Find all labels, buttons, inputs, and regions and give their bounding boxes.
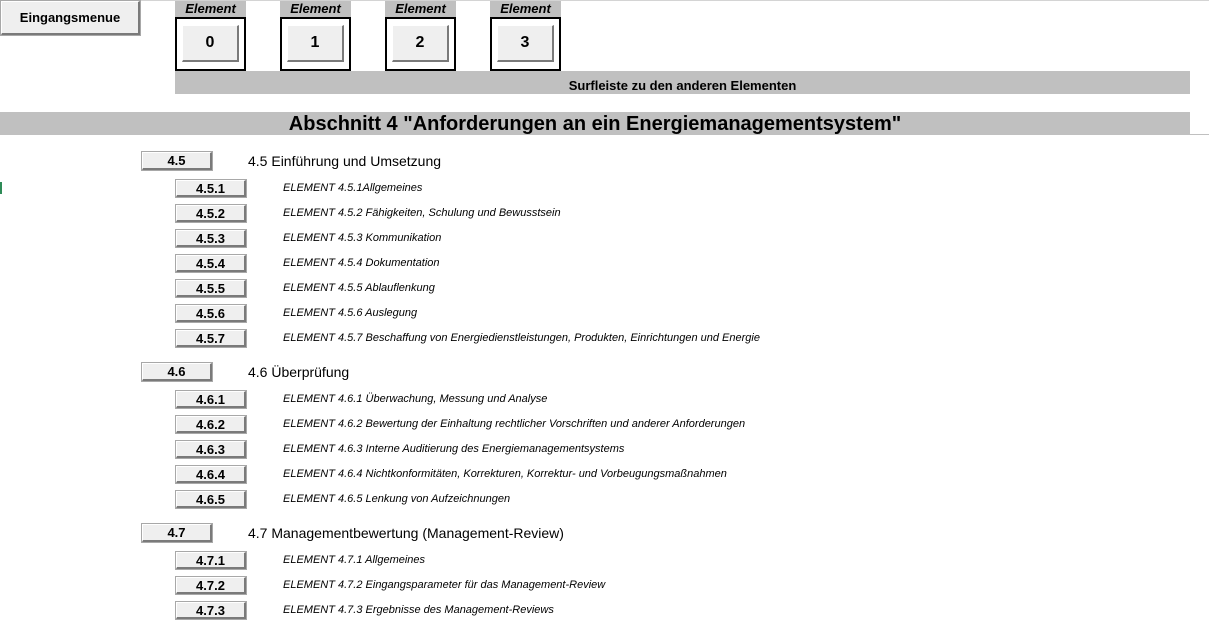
item-4-7-1-title: ELEMENT 4.7.1 Allgemeines bbox=[283, 554, 426, 566]
item-4-5-4-button[interactable]: 4.5.4 bbox=[176, 255, 246, 272]
element-3-button[interactable]: 3 bbox=[497, 25, 554, 62]
item-4-6-5-button[interactable]: 4.6.5 bbox=[176, 491, 246, 508]
item-4-5-3-button[interactable]: 4.5.3 bbox=[176, 230, 246, 247]
item-4-6-3-button[interactable]: 4.6.3 bbox=[176, 441, 246, 458]
element-0-frame bbox=[175, 17, 246, 71]
element-3-frame bbox=[490, 17, 561, 71]
element-0-label: Element bbox=[175, 1, 246, 17]
item-4-6-3-title: ELEMENT 4.6.3 Interne Auditierung des Energiemanagementsystems bbox=[283, 443, 625, 455]
item-4-5-6-title: ELEMENT 4.5.6 Auslegung bbox=[283, 307, 418, 319]
item-4-5-7-button[interactable]: 4.5.7 bbox=[176, 330, 246, 347]
item-4-5-7-title: ELEMENT 4.5.7 Beschaffung von Energiedienstleistungen, Produkten, Einrichtungen und Energie bbox=[283, 332, 760, 344]
item-4-6-5-title: ELEMENT 4.6.5 Lenkung von Aufzeichnungen bbox=[283, 493, 511, 505]
cell-marker bbox=[0, 182, 2, 194]
element-1-frame bbox=[280, 17, 351, 71]
element-2-button[interactable]: 2 bbox=[392, 25, 449, 62]
item-4-5-2-title: ELEMENT 4.5.2 Fähigkeiten, Schulung und Bewusstsein bbox=[283, 207, 561, 219]
item-4-7-1-button[interactable]: 4.7.1 bbox=[176, 552, 246, 569]
section-heading: Abschnitt 4 "Anforderungen an ein Energiemanagementsystem" bbox=[0, 112, 1190, 135]
eingangsmenue-button[interactable]: Eingangsmenue bbox=[1, 1, 140, 35]
item-4-5-4-title: ELEMENT 4.5.4 Dokumentation bbox=[283, 257, 440, 269]
element-0-button[interactable]: 0 bbox=[182, 25, 239, 62]
item-4-6-1-title: ELEMENT 4.6.1 Überwachung, Messung und Analyse bbox=[283, 393, 548, 405]
item-4-6-2-title: ELEMENT 4.6.2 Bewertung der Einhaltung rechtlicher Vorschriften und anderer Anforderungen bbox=[283, 418, 746, 430]
element-1-button[interactable]: 1 bbox=[287, 25, 344, 62]
section-4-7-button[interactable]: 4.7 bbox=[142, 524, 212, 542]
element-2-label: Element bbox=[385, 1, 456, 17]
item-4-7-2-title: ELEMENT 4.7.2 Eingangsparameter für das Management-Review bbox=[283, 579, 606, 591]
section-4-6-button[interactable]: 4.6 bbox=[142, 363, 212, 381]
item-4-6-1-button[interactable]: 4.6.1 bbox=[176, 391, 246, 408]
item-4-7-2-button[interactable]: 4.7.2 bbox=[176, 577, 246, 594]
element-1-label: Element bbox=[280, 1, 351, 17]
item-4-7-3-button[interactable]: 4.7.3 bbox=[176, 602, 246, 619]
item-4-5-1-title: ELEMENT 4.5.1Allgemeines bbox=[283, 182, 423, 194]
item-4-6-2-button[interactable]: 4.6.2 bbox=[176, 416, 246, 433]
element-2-frame bbox=[385, 17, 456, 71]
section-4-5-title: 4.5 Einführung und Umsetzung bbox=[248, 153, 442, 169]
item-4-5-6-button[interactable]: 4.5.6 bbox=[176, 305, 246, 322]
item-4-5-5-button[interactable]: 4.5.5 bbox=[176, 280, 246, 297]
item-4-6-4-title: ELEMENT 4.6.4 Nichtkonformitäten, Korrekturen, Korrektur- und Vorbeugungsmaßnahmen bbox=[283, 468, 727, 480]
item-4-5-2-button[interactable]: 4.5.2 bbox=[176, 205, 246, 222]
item-4-7-3-title: ELEMENT 4.7.3 Ergebnisse des Management-Reviews bbox=[283, 604, 554, 616]
item-4-5-5-title: ELEMENT 4.5.5 Ablauflenkung bbox=[283, 282, 435, 294]
element-3-label: Element bbox=[490, 1, 561, 17]
surfleiste-bar: Surfleiste zu den anderen Elementen bbox=[175, 71, 1190, 94]
item-4-6-4-button[interactable]: 4.6.4 bbox=[176, 466, 246, 483]
item-4-5-3-title: ELEMENT 4.5.3 Kommunikation bbox=[283, 232, 442, 244]
heading-divider bbox=[1190, 134, 1209, 135]
section-4-5-button[interactable]: 4.5 bbox=[142, 152, 212, 170]
item-4-5-1-button[interactable]: 4.5.1 bbox=[176, 180, 246, 197]
section-4-7-title: 4.7 Managementbewertung (Management-Review) bbox=[248, 525, 564, 541]
section-4-6-title: 4.6 Überprüfung bbox=[248, 364, 350, 380]
